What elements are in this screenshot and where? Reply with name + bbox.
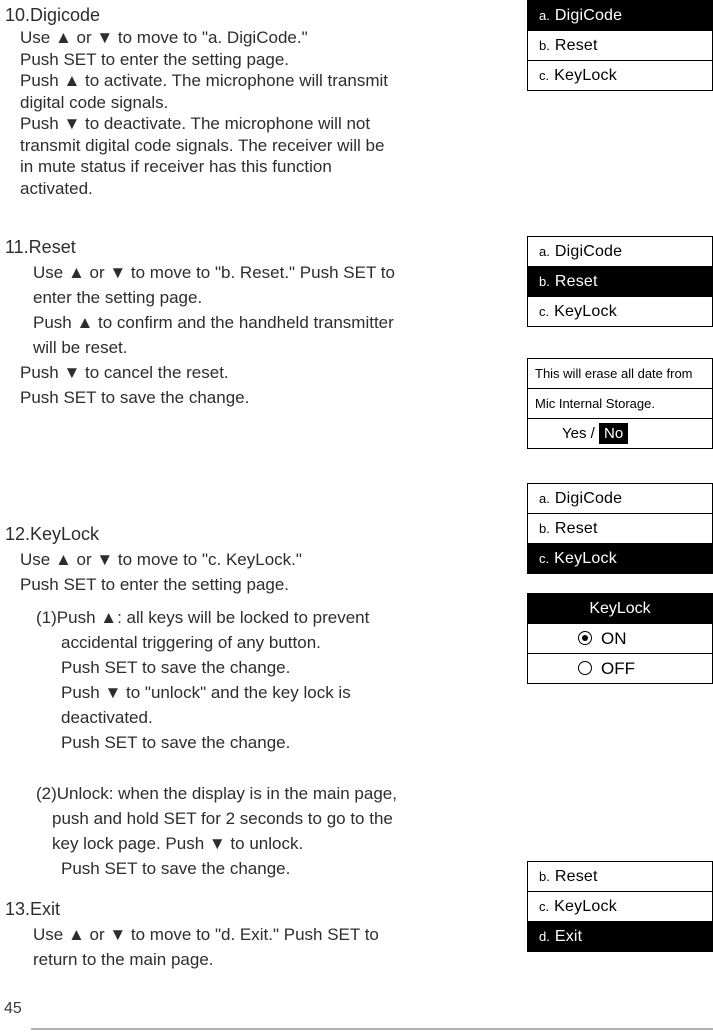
text-line: Push ▲ to confirm and the handheld transmitter xyxy=(33,313,394,332)
option-label: ON xyxy=(601,629,627,648)
page-number: 45 xyxy=(4,1000,22,1017)
menu-row xyxy=(528,862,712,891)
text-line: Push SET to enter the setting page. xyxy=(20,575,290,594)
confirm-line: This will erase all date from xyxy=(535,366,693,381)
text-line: Use ▲ or ▼ to move to "b. Reset." Push SET to xyxy=(33,263,395,282)
menu-row-label: DigiCode xyxy=(554,243,623,260)
menu-row-label: Reset xyxy=(554,520,598,537)
text-line: transmit digital code signals. The receiver will be xyxy=(20,135,385,155)
text-line: Push ▼ to "unlock" and the key lock is xyxy=(61,683,351,702)
text-line: Push SET to save the change. xyxy=(61,733,291,752)
lcd-reset-confirm xyxy=(527,358,713,449)
menu-row-label: KeyLock xyxy=(554,550,617,567)
menu-row xyxy=(528,891,712,921)
menu-row xyxy=(528,921,712,951)
section-digicode xyxy=(5,3,523,199)
text-line: Push ▼ to deactivate. The microphone will not xyxy=(20,114,371,133)
menu-row xyxy=(528,60,712,90)
text-line: Push SET to save the change. xyxy=(61,658,291,677)
menu-row-label: DigiCode xyxy=(554,490,623,507)
no-label: No xyxy=(599,423,628,444)
menu-row-prefix: a. xyxy=(539,491,550,506)
text-line: Push SET to save the change. xyxy=(61,859,291,878)
section-keylock xyxy=(5,522,523,881)
text-line: activated. xyxy=(20,178,93,198)
section-keylock-heading: 12.KeyLock xyxy=(5,524,100,544)
menu-row-label: Reset xyxy=(554,37,598,54)
menu-row xyxy=(528,296,712,326)
text-line: in mute status if receiver has this function xyxy=(20,157,332,176)
menu-row-label: KeyLock xyxy=(554,303,617,320)
menu-row xyxy=(528,266,712,296)
lcd-menu-digicode xyxy=(527,0,713,91)
section-exit-heading: 13.Exit xyxy=(5,899,61,919)
text-line: enter the setting page. xyxy=(33,288,203,307)
menu-row-label: KeyLock xyxy=(554,67,617,84)
menu-row xyxy=(528,30,712,60)
section-reset-heading: 11.Reset xyxy=(5,237,76,257)
confirm-line: Mic Internal Storage. xyxy=(528,388,712,418)
menu-row-label: KeyLock xyxy=(554,898,617,915)
lcd-menu-exit xyxy=(527,861,713,952)
menu-row xyxy=(528,513,712,543)
text-line: (1)Push ▲: all keys will be locked to prevent xyxy=(36,608,370,627)
text-line: will be reset. xyxy=(33,338,128,357)
section-reset xyxy=(5,235,523,410)
footer-rule xyxy=(31,1028,713,1030)
section-exit xyxy=(5,897,523,972)
option-label: OFF xyxy=(601,659,635,678)
keylock-title: KeyLock xyxy=(528,594,712,623)
keylock-option-on xyxy=(528,623,712,653)
menu-row-label: Reset xyxy=(554,868,598,885)
menu-row-prefix: c. xyxy=(539,68,550,83)
keylock-option-off xyxy=(528,653,712,683)
text-line: accidental triggering of any button. xyxy=(61,633,321,652)
text-line: push and hold SET for 2 seconds to go to the xyxy=(52,809,393,828)
lcd-keylock-setting xyxy=(527,593,713,684)
menu-row xyxy=(528,543,712,573)
radio-selected-icon xyxy=(578,631,592,645)
menu-row-prefix: d. xyxy=(539,929,550,944)
text-line: return to the main page. xyxy=(33,950,214,969)
menu-row-prefix: b. xyxy=(539,274,550,289)
menu-row-label: Exit xyxy=(554,928,583,945)
text-line: Use ▲ or ▼ to move to "d. Exit." Push SET to xyxy=(33,925,379,944)
menu-row-prefix: b. xyxy=(539,38,550,53)
menu-row-label: DigiCode xyxy=(554,7,623,24)
text-line: (2)Unlock: when the display is in the main page, xyxy=(36,784,397,803)
menu-row-prefix: a. xyxy=(539,244,550,259)
menu-row-prefix: b. xyxy=(539,521,550,536)
menu-row-prefix: c. xyxy=(539,899,550,914)
confirm-prompt xyxy=(528,418,712,448)
text-line: Use ▲ or ▼ to move to "a. DigiCode." xyxy=(20,28,308,47)
radio-unselected-icon xyxy=(578,661,592,675)
menu-row-prefix: c. xyxy=(539,304,550,319)
menu-row xyxy=(528,1,712,30)
prompt-separator: / xyxy=(586,425,599,442)
text-line: Push ▼ to cancel the reset. xyxy=(20,363,229,382)
text-line: deactivated. xyxy=(61,708,153,727)
text-line: key lock page. Push ▼ to unlock. xyxy=(52,834,304,853)
text-line: digital code signals. xyxy=(20,92,169,112)
section-digicode-heading: 10.Digicode xyxy=(5,5,101,25)
text-line: Use ▲ or ▼ to move to "c. KeyLock." xyxy=(20,550,302,569)
yes-label: Yes xyxy=(562,425,587,442)
text-line: Push SET to save the change. xyxy=(20,388,250,407)
lcd-menu-keylock xyxy=(527,483,713,574)
lcd-menu-reset xyxy=(527,236,713,327)
menu-row-prefix: a. xyxy=(539,8,550,23)
menu-row xyxy=(528,484,712,513)
menu-row xyxy=(528,237,712,266)
menu-row-prefix: c. xyxy=(539,551,550,566)
menu-row-prefix: b. xyxy=(539,869,550,884)
text-line: Push ▲ to activate. The microphone will transmit xyxy=(20,71,388,90)
text-line: Push SET to enter the setting page. xyxy=(20,49,290,69)
menu-row-label: Reset xyxy=(554,273,598,290)
